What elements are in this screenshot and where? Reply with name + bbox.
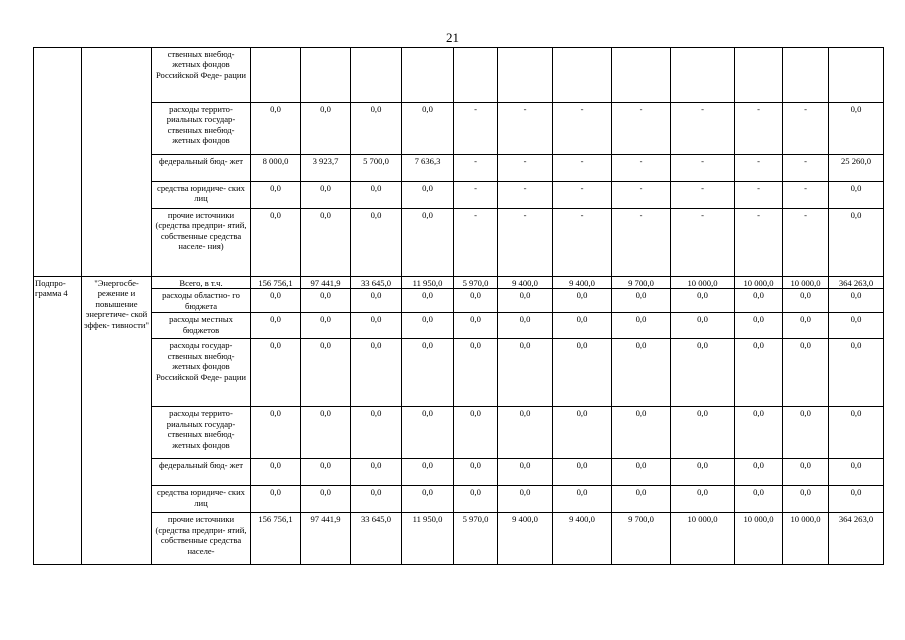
value-cell: 364 263,0 <box>829 513 884 565</box>
value-cell: 0,0 <box>783 407 829 459</box>
funding-source-cell: расходы местных бюджетов <box>152 313 251 339</box>
value-cell <box>301 48 351 103</box>
value-cell: 0,0 <box>829 407 884 459</box>
value-cell: 0,0 <box>498 289 553 313</box>
value-cell: 0,0 <box>301 289 351 313</box>
value-cell: - <box>553 182 612 209</box>
value-cell: 5 970,0 <box>454 277 498 289</box>
value-cell: 0,0 <box>735 339 783 407</box>
value-cell: 10 000,0 <box>671 277 735 289</box>
value-cell: 0,0 <box>251 182 301 209</box>
value-cell: 0,0 <box>402 486 454 513</box>
subprogram-name: "Энергосбе- режение и повышение энергетиче- ской эффек- тивности" <box>82 277 152 565</box>
value-cell: - <box>671 182 735 209</box>
value-cell: 0,0 <box>402 339 454 407</box>
value-cell: 11 950,0 <box>402 513 454 565</box>
value-cell: 0,0 <box>671 486 735 513</box>
value-cell: 0,0 <box>402 459 454 486</box>
value-cell: 10 000,0 <box>735 513 783 565</box>
value-cell: 0,0 <box>498 407 553 459</box>
value-cell <box>553 48 612 103</box>
table-row <box>34 289 884 313</box>
value-cell: - <box>612 155 671 182</box>
value-cell: 0,0 <box>612 313 671 339</box>
value-cell: 33 645,0 <box>351 277 402 289</box>
prev-subprogram-label-cell <box>34 48 82 277</box>
value-cell: 0,0 <box>612 459 671 486</box>
value-cell: 9 700,0 <box>612 513 671 565</box>
value-cell: 0,0 <box>612 339 671 407</box>
value-cell: 5 700,0 <box>351 155 402 182</box>
value-cell: 0,0 <box>498 486 553 513</box>
value-cell: 97 441,9 <box>301 277 351 289</box>
subprogram-label: Подпро- грамма 4 <box>34 277 82 565</box>
value-cell: 0,0 <box>735 459 783 486</box>
funding-source-cell: расходы государ- ственных внебюд- жетных фондов Российской Феде- рации <box>152 339 251 407</box>
funding-source-cell: ственных внебюд- жетных фондов Российской Феде- рации <box>152 48 251 103</box>
value-cell: - <box>783 103 829 155</box>
value-cell <box>735 48 783 103</box>
funding-source-cell: расходы областно- го бюджета <box>152 289 251 313</box>
value-cell: 0,0 <box>301 459 351 486</box>
value-cell: - <box>735 182 783 209</box>
table-row <box>34 339 884 407</box>
value-cell: 8 000,0 <box>251 155 301 182</box>
value-cell: 0,0 <box>783 289 829 313</box>
value-cell: 0,0 <box>402 313 454 339</box>
funding-source-cell: федеральный бюд- жет <box>152 155 251 182</box>
value-cell: 0,0 <box>735 486 783 513</box>
value-cell: 0,0 <box>351 313 402 339</box>
value-cell: - <box>783 209 829 277</box>
value-cell: 0,0 <box>454 289 498 313</box>
value-cell: 0,0 <box>829 209 884 277</box>
value-cell: 0,0 <box>735 289 783 313</box>
funding-source-cell: прочие источники (средства предпри- ятий, собственные средства населе- <box>152 513 251 565</box>
value-cell <box>454 48 498 103</box>
value-cell: 0,0 <box>671 289 735 313</box>
value-cell: 0,0 <box>498 339 553 407</box>
table-row <box>34 182 884 209</box>
value-cell: 0,0 <box>402 289 454 313</box>
table-row <box>34 313 884 339</box>
value-cell: - <box>671 155 735 182</box>
value-cell: 0,0 <box>251 209 301 277</box>
value-cell: 0,0 <box>612 486 671 513</box>
table-row <box>34 209 884 277</box>
value-cell: 97 441,9 <box>301 513 351 565</box>
value-cell <box>612 48 671 103</box>
funding-source-cell: средства юридиче- ских лиц <box>152 182 251 209</box>
value-cell: 0,0 <box>735 313 783 339</box>
value-cell: 0,0 <box>553 486 612 513</box>
value-cell: 0,0 <box>553 459 612 486</box>
value-cell <box>829 48 884 103</box>
value-cell: 0,0 <box>351 103 402 155</box>
value-cell: 9 400,0 <box>498 277 553 289</box>
value-cell: 0,0 <box>783 486 829 513</box>
value-cell: - <box>454 182 498 209</box>
value-cell: 0,0 <box>301 313 351 339</box>
table-row <box>34 155 884 182</box>
value-cell: 0,0 <box>671 339 735 407</box>
value-cell: 156 756,1 <box>251 513 301 565</box>
value-cell: 5 970,0 <box>454 513 498 565</box>
value-cell: 0,0 <box>498 459 553 486</box>
table-row <box>34 407 884 459</box>
value-cell: 0,0 <box>553 339 612 407</box>
value-cell: 0,0 <box>251 339 301 407</box>
value-cell: 0,0 <box>553 313 612 339</box>
value-cell: 10 000,0 <box>735 277 783 289</box>
value-cell: 0,0 <box>454 459 498 486</box>
value-cell: - <box>498 155 553 182</box>
value-cell: 0,0 <box>402 103 454 155</box>
value-cell: 0,0 <box>783 339 829 407</box>
value-cell: 156 756,1 <box>251 277 301 289</box>
value-cell: 0,0 <box>351 182 402 209</box>
value-cell: 0,0 <box>783 459 829 486</box>
budget-table <box>33 47 884 565</box>
value-cell: - <box>735 209 783 277</box>
table-row <box>34 459 884 486</box>
funding-source-cell: расходы террито- риальных государ- ственных внебюд- жетных фондов <box>152 103 251 155</box>
value-cell: 0,0 <box>612 407 671 459</box>
value-cell: 0,0 <box>829 313 884 339</box>
value-cell: - <box>783 155 829 182</box>
value-cell: - <box>454 155 498 182</box>
value-cell: 0,0 <box>498 313 553 339</box>
value-cell: 0,0 <box>454 339 498 407</box>
value-cell: 0,0 <box>351 459 402 486</box>
value-cell: - <box>671 209 735 277</box>
value-cell: 0,0 <box>612 289 671 313</box>
value-cell: 9 400,0 <box>553 513 612 565</box>
value-cell: 0,0 <box>301 407 351 459</box>
value-cell: 10 000,0 <box>783 277 829 289</box>
value-cell: - <box>553 103 612 155</box>
value-cell: 9 700,0 <box>612 277 671 289</box>
value-cell: 0,0 <box>735 407 783 459</box>
value-cell: - <box>454 209 498 277</box>
page-number: 21 <box>446 30 459 45</box>
value-cell: 0,0 <box>671 407 735 459</box>
value-cell: 364 263,0 <box>829 277 884 289</box>
value-cell: 0,0 <box>829 103 884 155</box>
value-cell: - <box>735 155 783 182</box>
value-cell: 10 000,0 <box>783 513 829 565</box>
table-row <box>34 513 884 565</box>
value-cell: 9 400,0 <box>498 513 553 565</box>
funding-source-cell: федеральный бюд- жет <box>152 459 251 486</box>
table-row <box>34 48 884 103</box>
value-cell: 0,0 <box>301 209 351 277</box>
value-cell: 0,0 <box>783 313 829 339</box>
value-cell <box>498 48 553 103</box>
value-cell: 0,0 <box>301 103 351 155</box>
value-cell: 0,0 <box>829 182 884 209</box>
value-cell <box>351 48 402 103</box>
value-cell: 0,0 <box>454 407 498 459</box>
value-cell: - <box>612 103 671 155</box>
funding-source-cell: средства юридиче- ских лиц <box>152 486 251 513</box>
funding-source-cell: прочие источники (средства предпри- ятий, собственные средства населе- ния) <box>152 209 251 277</box>
value-cell: - <box>498 103 553 155</box>
value-cell: 0,0 <box>251 459 301 486</box>
table-row <box>34 103 884 155</box>
funding-source-cell: расходы террито- риальных государ- ственных внебюд- жетных фондов <box>152 407 251 459</box>
value-cell: - <box>454 103 498 155</box>
value-cell: 7 636,3 <box>402 155 454 182</box>
value-cell: - <box>498 209 553 277</box>
table-row <box>34 277 884 289</box>
prev-subprogram-name-cell <box>82 48 152 277</box>
value-cell: 0,0 <box>301 182 351 209</box>
value-cell: - <box>783 182 829 209</box>
value-cell: 0,0 <box>251 289 301 313</box>
value-cell: 0,0 <box>671 313 735 339</box>
value-cell: 0,0 <box>553 407 612 459</box>
value-cell: 0,0 <box>251 407 301 459</box>
value-cell: 0,0 <box>351 486 402 513</box>
value-cell: 0,0 <box>829 289 884 313</box>
value-cell: 0,0 <box>671 459 735 486</box>
value-cell: - <box>498 182 553 209</box>
value-cell: - <box>671 103 735 155</box>
value-cell <box>671 48 735 103</box>
value-cell: 0,0 <box>301 339 351 407</box>
value-cell: 10 000,0 <box>671 513 735 565</box>
value-cell: 0,0 <box>351 339 402 407</box>
value-cell: 0,0 <box>402 407 454 459</box>
value-cell: 0,0 <box>351 289 402 313</box>
value-cell: 0,0 <box>454 313 498 339</box>
value-cell: 0,0 <box>553 289 612 313</box>
funding-source-cell: Всего, в т.ч. <box>152 277 251 289</box>
value-cell: 0,0 <box>402 209 454 277</box>
value-cell: - <box>612 182 671 209</box>
value-cell: 0,0 <box>829 486 884 513</box>
value-cell: 0,0 <box>351 209 402 277</box>
value-cell: 0,0 <box>454 486 498 513</box>
value-cell: 0,0 <box>351 407 402 459</box>
value-cell: 0,0 <box>829 459 884 486</box>
value-cell: 3 923,7 <box>301 155 351 182</box>
value-cell <box>402 48 454 103</box>
value-cell: 0,0 <box>402 182 454 209</box>
value-cell: 9 400,0 <box>553 277 612 289</box>
value-cell: - <box>553 155 612 182</box>
value-cell: 11 950,0 <box>402 277 454 289</box>
table-row <box>34 486 884 513</box>
value-cell: 25 260,0 <box>829 155 884 182</box>
value-cell: 0,0 <box>251 313 301 339</box>
value-cell: 0,0 <box>251 486 301 513</box>
value-cell: - <box>735 103 783 155</box>
value-cell: - <box>612 209 671 277</box>
value-cell: 0,0 <box>829 339 884 407</box>
value-cell: 0,0 <box>301 486 351 513</box>
value-cell: 0,0 <box>251 103 301 155</box>
value-cell <box>783 48 829 103</box>
value-cell <box>251 48 301 103</box>
value-cell: - <box>553 209 612 277</box>
value-cell: 33 645,0 <box>351 513 402 565</box>
